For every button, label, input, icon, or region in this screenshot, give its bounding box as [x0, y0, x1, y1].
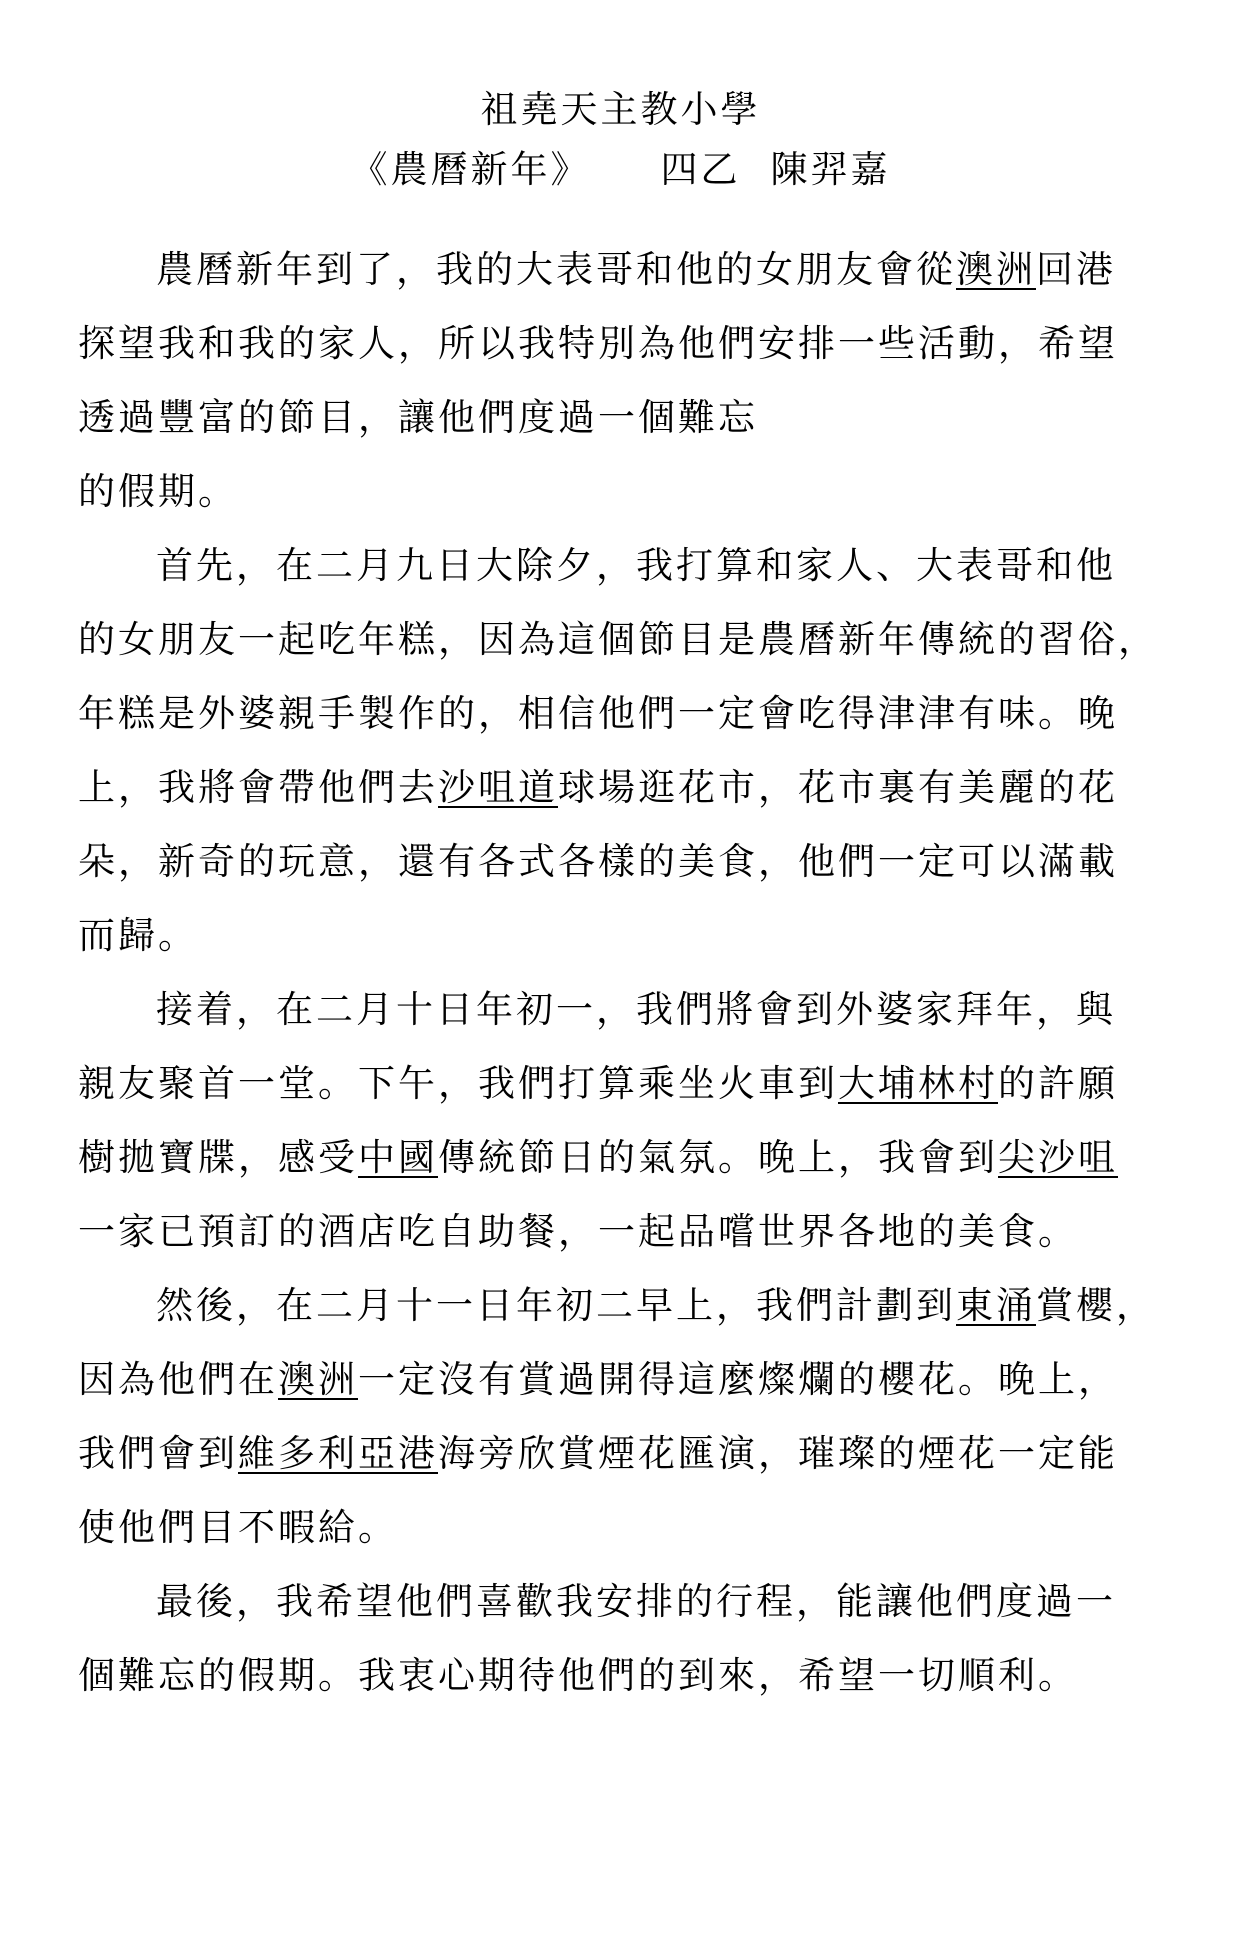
text-segment: 個難忘的假期。我衷心期待他們的到來，希望一切順利。 [78, 1654, 1078, 1697]
text-segment: 朵，新奇的玩意，還有各式各樣的美食，他們一定可以滿載 [78, 840, 1118, 883]
proper-noun-underlined: 維多利亞港 [238, 1432, 438, 1475]
text-segment: 年糕是外婆親手製作的，相信他們一定會吃得津津有味。晚 [78, 692, 1118, 735]
essay-line [78, 1432, 1168, 1506]
author-name: 陳羿嘉 [770, 148, 891, 191]
text-segment: 一家已預訂的酒店吃自助餐，一起品嚐世界各地的美食。 [78, 1210, 1078, 1253]
essay-line [78, 692, 1168, 766]
essay-line [78, 1284, 1168, 1358]
text-segment: 探望我和我的家人，所以我特別為他們安排一些活動，希望 [78, 322, 1118, 365]
proper-noun-underlined: 澳洲 [278, 1358, 358, 1401]
essay-line [78, 618, 1168, 692]
essay-line [78, 914, 1168, 988]
text-segment: 因為他們在 [78, 1358, 278, 1401]
text-segment: 我們會到 [78, 1432, 238, 1475]
essay-line [78, 840, 1168, 914]
text-segment: 的假期。 [78, 470, 238, 513]
essay-line [78, 1062, 1168, 1136]
essay-line [78, 1358, 1168, 1432]
text-segment: 球場逛花市，花市裏有美麗的花 [558, 766, 1118, 809]
text-segment: 樹拋寶牒，感受 [78, 1136, 358, 1179]
text-segment: 農曆新年到了，我的大表哥和他的女朋友會從 [156, 248, 956, 291]
text-segment: 接着，在二月十日年初一，我們將會到外婆家拜年，與 [156, 988, 1116, 1031]
essay-body [78, 248, 1168, 1728]
proper-noun-underlined: 沙咀道 [438, 766, 558, 809]
text-segment: 而歸。 [78, 914, 198, 957]
text-segment: 然後，在二月十一日年初二早上，我們計劃到 [156, 1284, 956, 1327]
text-segment: 傳統節日的氣氛。晚上，我會到 [438, 1136, 998, 1179]
proper-noun-underlined: 中國 [358, 1136, 438, 1179]
essay-line [78, 1580, 1168, 1654]
text-segment: 最後，我希望他們喜歡我安排的行程，能讓他們度過一 [156, 1580, 1116, 1623]
text-segment: 一定沒有賞過開得這麼燦爛的櫻花。晚上， [358, 1358, 1118, 1401]
text-segment: 回港 [1036, 248, 1116, 291]
text-segment: 親友聚首一堂。下午，我們打算乘坐火車到 [78, 1062, 838, 1105]
text-segment: 的女朋友一起吃年糕，因為這個節目是農曆新年傳統的習俗， [78, 618, 1158, 661]
text-segment: 首先，在二月九日大除夕，我打算和家人、大表哥和他 [156, 544, 1116, 587]
essay-line [78, 396, 1168, 470]
text-segment: 使他們目不暇給。 [78, 1506, 398, 1549]
text-segment: 的許願 [998, 1062, 1118, 1105]
proper-noun-underlined: 澳洲 [956, 248, 1036, 291]
essay-line [78, 766, 1168, 840]
essay-line [78, 322, 1168, 396]
proper-noun-underlined: 尖沙咀 [998, 1136, 1118, 1179]
essay-line [78, 1654, 1168, 1728]
essay-line [78, 1136, 1168, 1210]
essay-line [78, 544, 1168, 618]
proper-noun-underlined: 大埔林村 [838, 1062, 998, 1105]
essay-line [78, 248, 1168, 322]
proper-noun-underlined: 東涌 [956, 1284, 1036, 1327]
essay-line [78, 1210, 1168, 1284]
text-segment: 海旁欣賞煙花匯演，璀璨的煙花一定能 [438, 1432, 1118, 1475]
essay-line [78, 988, 1168, 1062]
class-label: 四乙 [660, 148, 741, 191]
text-segment: 賞櫻， [1036, 1284, 1156, 1327]
essay-line [78, 1506, 1168, 1580]
school-name: 祖堯天主教小學 [480, 88, 761, 131]
essay-title: 《農曆新年》 [350, 148, 591, 191]
text-segment: 透過豐富的節目，讓他們度過一個難忘 [78, 396, 758, 439]
essay-header [0, 148, 1241, 192]
text-segment: 上，我將會帶他們去 [78, 766, 438, 809]
essay-line [78, 470, 1168, 544]
